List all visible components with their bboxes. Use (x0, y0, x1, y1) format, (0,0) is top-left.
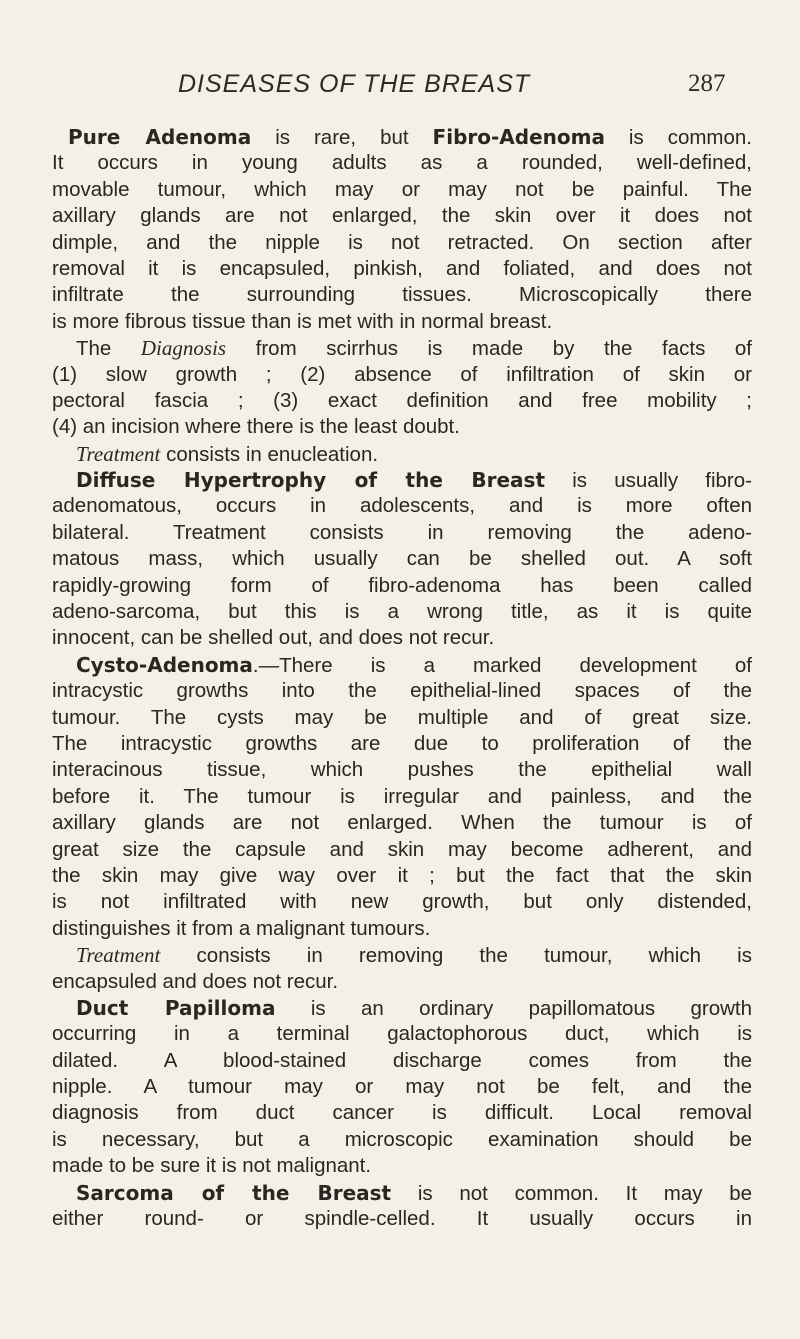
text-run: bilateral. Treatment consists in removing the adeno- (52, 520, 752, 544)
text-run: axillary glands are not enlarged, the skin over it does not (52, 204, 752, 228)
text-run: tumour. The cysts may be multiple and of great size. (52, 705, 752, 729)
text-line (52, 731, 752, 757)
text-line (52, 969, 752, 995)
italic-term: Diagnosis (140, 336, 227, 361)
text-run: the skin may give way over it ; but the fact that the skin (52, 863, 752, 887)
text-line (52, 1127, 752, 1153)
text-line (52, 256, 752, 282)
text-run: (1) slow growth ; (2) absence of infiltration of skin or (52, 362, 752, 386)
italic-term: Treatment (76, 441, 161, 466)
text-run: before it. The tumour is irregular and painless, and the (52, 784, 752, 808)
section-heading: Fibro-Adenoma (432, 125, 605, 149)
text-run: The intracystic growths are due to proliferation of the (52, 731, 752, 755)
text-run: .—There is a marked development of (252, 653, 752, 677)
body-text (52, 124, 752, 1232)
text-line (52, 942, 752, 968)
text-line (52, 124, 752, 150)
text-run: is not infiltrated with new growth, but only distended, (52, 890, 752, 914)
text-run: pectoral fascia ; (3) exact definition and free mobility ; (52, 388, 752, 412)
section-heading: Pure Adenoma (68, 125, 252, 149)
text-line (52, 230, 752, 256)
text-line (52, 599, 752, 625)
text-line (52, 441, 752, 467)
text-line (52, 916, 752, 942)
text-line (52, 705, 752, 731)
text-run: intracystic growths into the epithelial-lined spaces of the (52, 679, 752, 703)
text-run: consists in removing the tumour, which is (160, 944, 752, 968)
running-head (0, 66, 800, 106)
text-line (52, 625, 752, 651)
text-line (52, 388, 752, 414)
text-run: innocent, can be shelled out, and does not recur. (52, 626, 495, 650)
text-line (52, 652, 752, 678)
text-run: nipple. A tumour may or may not be felt, and the (52, 1075, 752, 1099)
text-line (52, 995, 752, 1021)
text-line (52, 1153, 752, 1179)
text-line (52, 1074, 752, 1100)
text-line (52, 1180, 752, 1206)
text-line (52, 837, 752, 863)
text-line (52, 1100, 752, 1126)
text-run: is usually fibro- (545, 469, 752, 493)
text-run: infiltrate the surrounding tissues. Microscopically there (52, 283, 752, 307)
section-heading: Duct Papilloma (76, 995, 276, 1020)
text-line (52, 414, 752, 440)
text-line (52, 150, 752, 176)
text-line (52, 493, 752, 519)
text-line (52, 335, 752, 361)
text-run: from scirrhus is made by the facts of (226, 337, 752, 361)
text-run: encapsuled and does not recur. (52, 969, 339, 993)
text-run: is necessary, but a microscopic examination should be (52, 1127, 752, 1151)
section-heading: Sarcoma of the Breast (76, 1180, 392, 1205)
text-run: rapidly-growing form of fibro-adenoma has been called (52, 573, 752, 597)
text-run: adeno-sarcoma, but this is a wrong title, as it is quite (52, 600, 752, 624)
text-line (52, 520, 752, 546)
text-line (52, 1021, 752, 1047)
text-run: It occurs in young adults as a rounded, well-defined, (52, 151, 752, 175)
text-run: adenomatous, occurs in adolescents, and is more often (52, 494, 752, 518)
text-line (52, 757, 752, 783)
text-run: is an ordinary papillomatous growth (275, 996, 752, 1020)
text-line (52, 309, 752, 335)
text-line (52, 203, 752, 229)
text-line (52, 810, 752, 836)
text-line (52, 573, 752, 599)
text-run: dilated. A blood-stained discharge comes from the (52, 1048, 752, 1072)
text-line (52, 177, 752, 203)
text-line (52, 863, 752, 889)
text-line (52, 467, 752, 493)
text-run: interacinous tissue, which pushes the epithelial wall (52, 758, 752, 782)
text-line (52, 546, 752, 572)
text-run: either round- or spindle-celled. It usually occurs in (52, 1207, 752, 1231)
text-run: removal it is encapsuled, pinkish, and foliated, and does not (52, 256, 752, 280)
text-line (52, 1048, 752, 1074)
text-line (52, 889, 752, 915)
text-run: is common. (604, 126, 752, 149)
text-line (52, 282, 752, 308)
text-run: diagnosis from duct cancer is difficult. Local removal (52, 1101, 752, 1125)
italic-term: Treatment (76, 943, 161, 968)
page-number: 287 (688, 70, 726, 97)
text-run: occurring in a terminal galactophorous duct, which is (52, 1022, 752, 1046)
text-run: made to be sure it is not malignant. (52, 1154, 372, 1178)
text-run: consists in enucleation. (160, 442, 379, 466)
text-run: is more fibrous tissue than is met with in normal breast. (52, 309, 553, 333)
text-run: distinguishes it from a malignant tumours. (52, 916, 431, 940)
text-run: matous mass, which usually can be shelled out. A soft (52, 547, 752, 571)
text-line (52, 1206, 752, 1232)
text-run: (4) an incision where there is the least doubt. (52, 415, 460, 439)
text-run: is not common. It may be (391, 1181, 753, 1205)
text-line (52, 678, 752, 704)
section-heading: Cysto-Adenoma (76, 652, 253, 677)
text-line (52, 362, 752, 388)
section-heading: Diffuse Hypertrophy of the Breast (76, 468, 546, 493)
running-title: DISEASES OF THE BREAST (178, 70, 531, 98)
text-run: is rare, but (251, 126, 433, 149)
text-run: The (76, 337, 141, 361)
text-run: movable tumour, which may or may not be painful. The (52, 177, 752, 201)
text-line (52, 784, 752, 810)
text-run: great size the capsule and skin may become adherent, and (52, 837, 752, 861)
text-run: dimple, and the nipple is not retracted. On section after (52, 230, 752, 254)
text-run: axillary glands are not enlarged. When the tumour is of (52, 811, 752, 835)
